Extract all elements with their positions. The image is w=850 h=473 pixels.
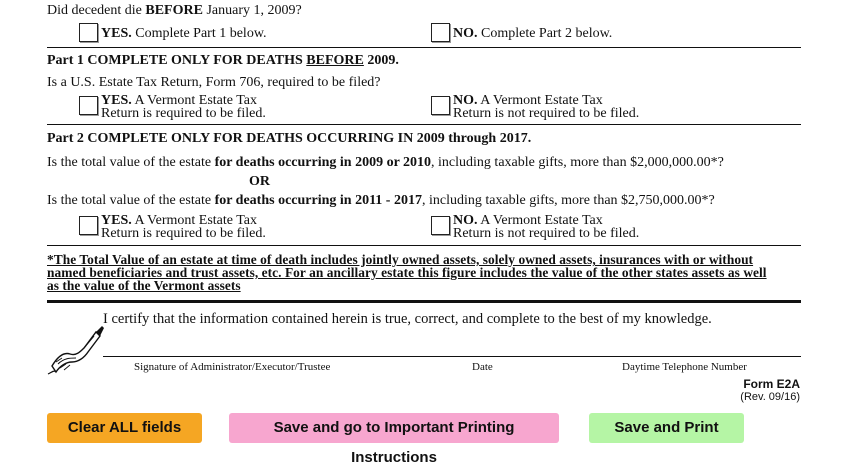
signer-label: Signature of Administrator/Executor/Trustee <box>134 361 331 373</box>
before-2009-yes-label <box>101 27 267 40</box>
no-line1: A Vermont Estate Tax <box>477 93 603 108</box>
q2-text: Is the total value of the estate <box>47 193 215 208</box>
part1-heading-text: Part 1 COMPLETE ONLY FOR DEATHS <box>47 53 307 68</box>
save-printing-instructions-button[interactable]: Save and go to Important Printing Instructions <box>229 413 559 443</box>
question-text: Did decedent die <box>47 3 146 18</box>
q2-emphasis: for deaths occurring in 2011 - 2017 <box>214 193 422 208</box>
part1-heading-underlined: BEFORE <box>306 53 364 68</box>
part2-yes-label <box>101 214 266 240</box>
part1-yes-checkbox[interactable] <box>79 96 98 115</box>
yes-line2: Return is required to be filed. <box>101 226 266 241</box>
no-bold: NO. <box>453 26 478 41</box>
no-line1: A Vermont Estate Tax <box>477 213 603 228</box>
before-2009-yes-checkbox[interactable] <box>79 23 98 42</box>
phone-label: Daytime Telephone Number <box>622 361 747 373</box>
note-line2: named beneficiaries and trust assets, etc. For an ancillary estate this figure includes the value of the other states assets as well <box>47 265 767 280</box>
no-bold: NO. <box>453 93 478 108</box>
pen-signature-icon <box>44 322 104 376</box>
q1-text-end: , including taxable gifts, more than $2,000,000.00*? <box>431 155 724 170</box>
part1-heading <box>47 53 399 69</box>
divider <box>47 47 801 48</box>
yes-line1: A Vermont Estate Tax <box>131 213 258 228</box>
yes-text: Complete Part 1 below. <box>131 26 267 41</box>
no-text: Complete Part 2 below. <box>477 26 613 41</box>
note-line1: *The Total Value of an estate at time of death includes jointly owned assets, solely owned assets, insurances with or without <box>47 252 754 267</box>
no-line2: Return is not required to be filed. <box>453 226 640 241</box>
clear-all-fields-button[interactable]: Clear ALL fields <box>47 413 202 443</box>
or-separator: OR <box>249 174 270 189</box>
part2-question-2009-2010 <box>47 155 724 171</box>
yes-line1: A Vermont Estate Tax <box>131 93 258 108</box>
total-value-note <box>47 253 767 292</box>
yes-bold: YES. <box>101 213 132 228</box>
part2-heading: Part 2 COMPLETE ONLY FOR DEATHS OCCURRING IN 2009 through 2017. <box>47 131 532 146</box>
note-line3: as the value of the Vermont assets <box>47 278 241 293</box>
part2-question-2011-2017 <box>47 193 715 209</box>
form-name: Form E2A <box>743 377 800 391</box>
form-revision: (Rev. 09/16) <box>740 391 800 403</box>
date-label: Date <box>472 361 493 373</box>
part1-no-checkbox[interactable] <box>431 96 450 115</box>
part1-heading-end: 2009. <box>363 53 399 68</box>
q1-emphasis: for deaths occurring in 2009 or 2010 <box>214 155 432 170</box>
q1-text: Is the total value of the estate <box>47 155 215 170</box>
divider <box>47 124 801 125</box>
divider <box>47 245 801 246</box>
question-text-end: January 1, 2009? <box>202 3 302 18</box>
before-2009-no-label <box>453 27 612 40</box>
yes-bold: YES. <box>101 93 132 108</box>
no-line2: Return is not required to be filed. <box>453 106 640 121</box>
part1-question: Is a U.S. Estate Tax Return, Form 706, required to be filed? <box>47 75 381 90</box>
decedent-date-question <box>47 3 302 19</box>
part2-no-label <box>453 214 639 240</box>
no-bold: NO. <box>453 213 478 228</box>
yes-line2: Return is required to be filed. <box>101 106 266 121</box>
thick-divider <box>47 300 801 303</box>
part1-no-label <box>453 94 639 120</box>
question-emphasis: BEFORE <box>145 3 203 18</box>
yes-bold: YES. <box>101 26 132 41</box>
part2-no-checkbox[interactable] <box>431 216 450 235</box>
save-and-print-button[interactable]: Save and Print <box>589 413 744 443</box>
signature-line[interactable] <box>103 356 801 357</box>
before-2009-no-checkbox[interactable] <box>431 23 450 42</box>
part1-yes-label <box>101 94 266 120</box>
q2-text-end: , including taxable gifts, more than $2,750,000.00*? <box>421 193 715 208</box>
part2-yes-checkbox[interactable] <box>79 216 98 235</box>
certification-statement: I certify that the information contained herein is true, correct, and complete to the best of my knowledge. <box>103 311 712 327</box>
